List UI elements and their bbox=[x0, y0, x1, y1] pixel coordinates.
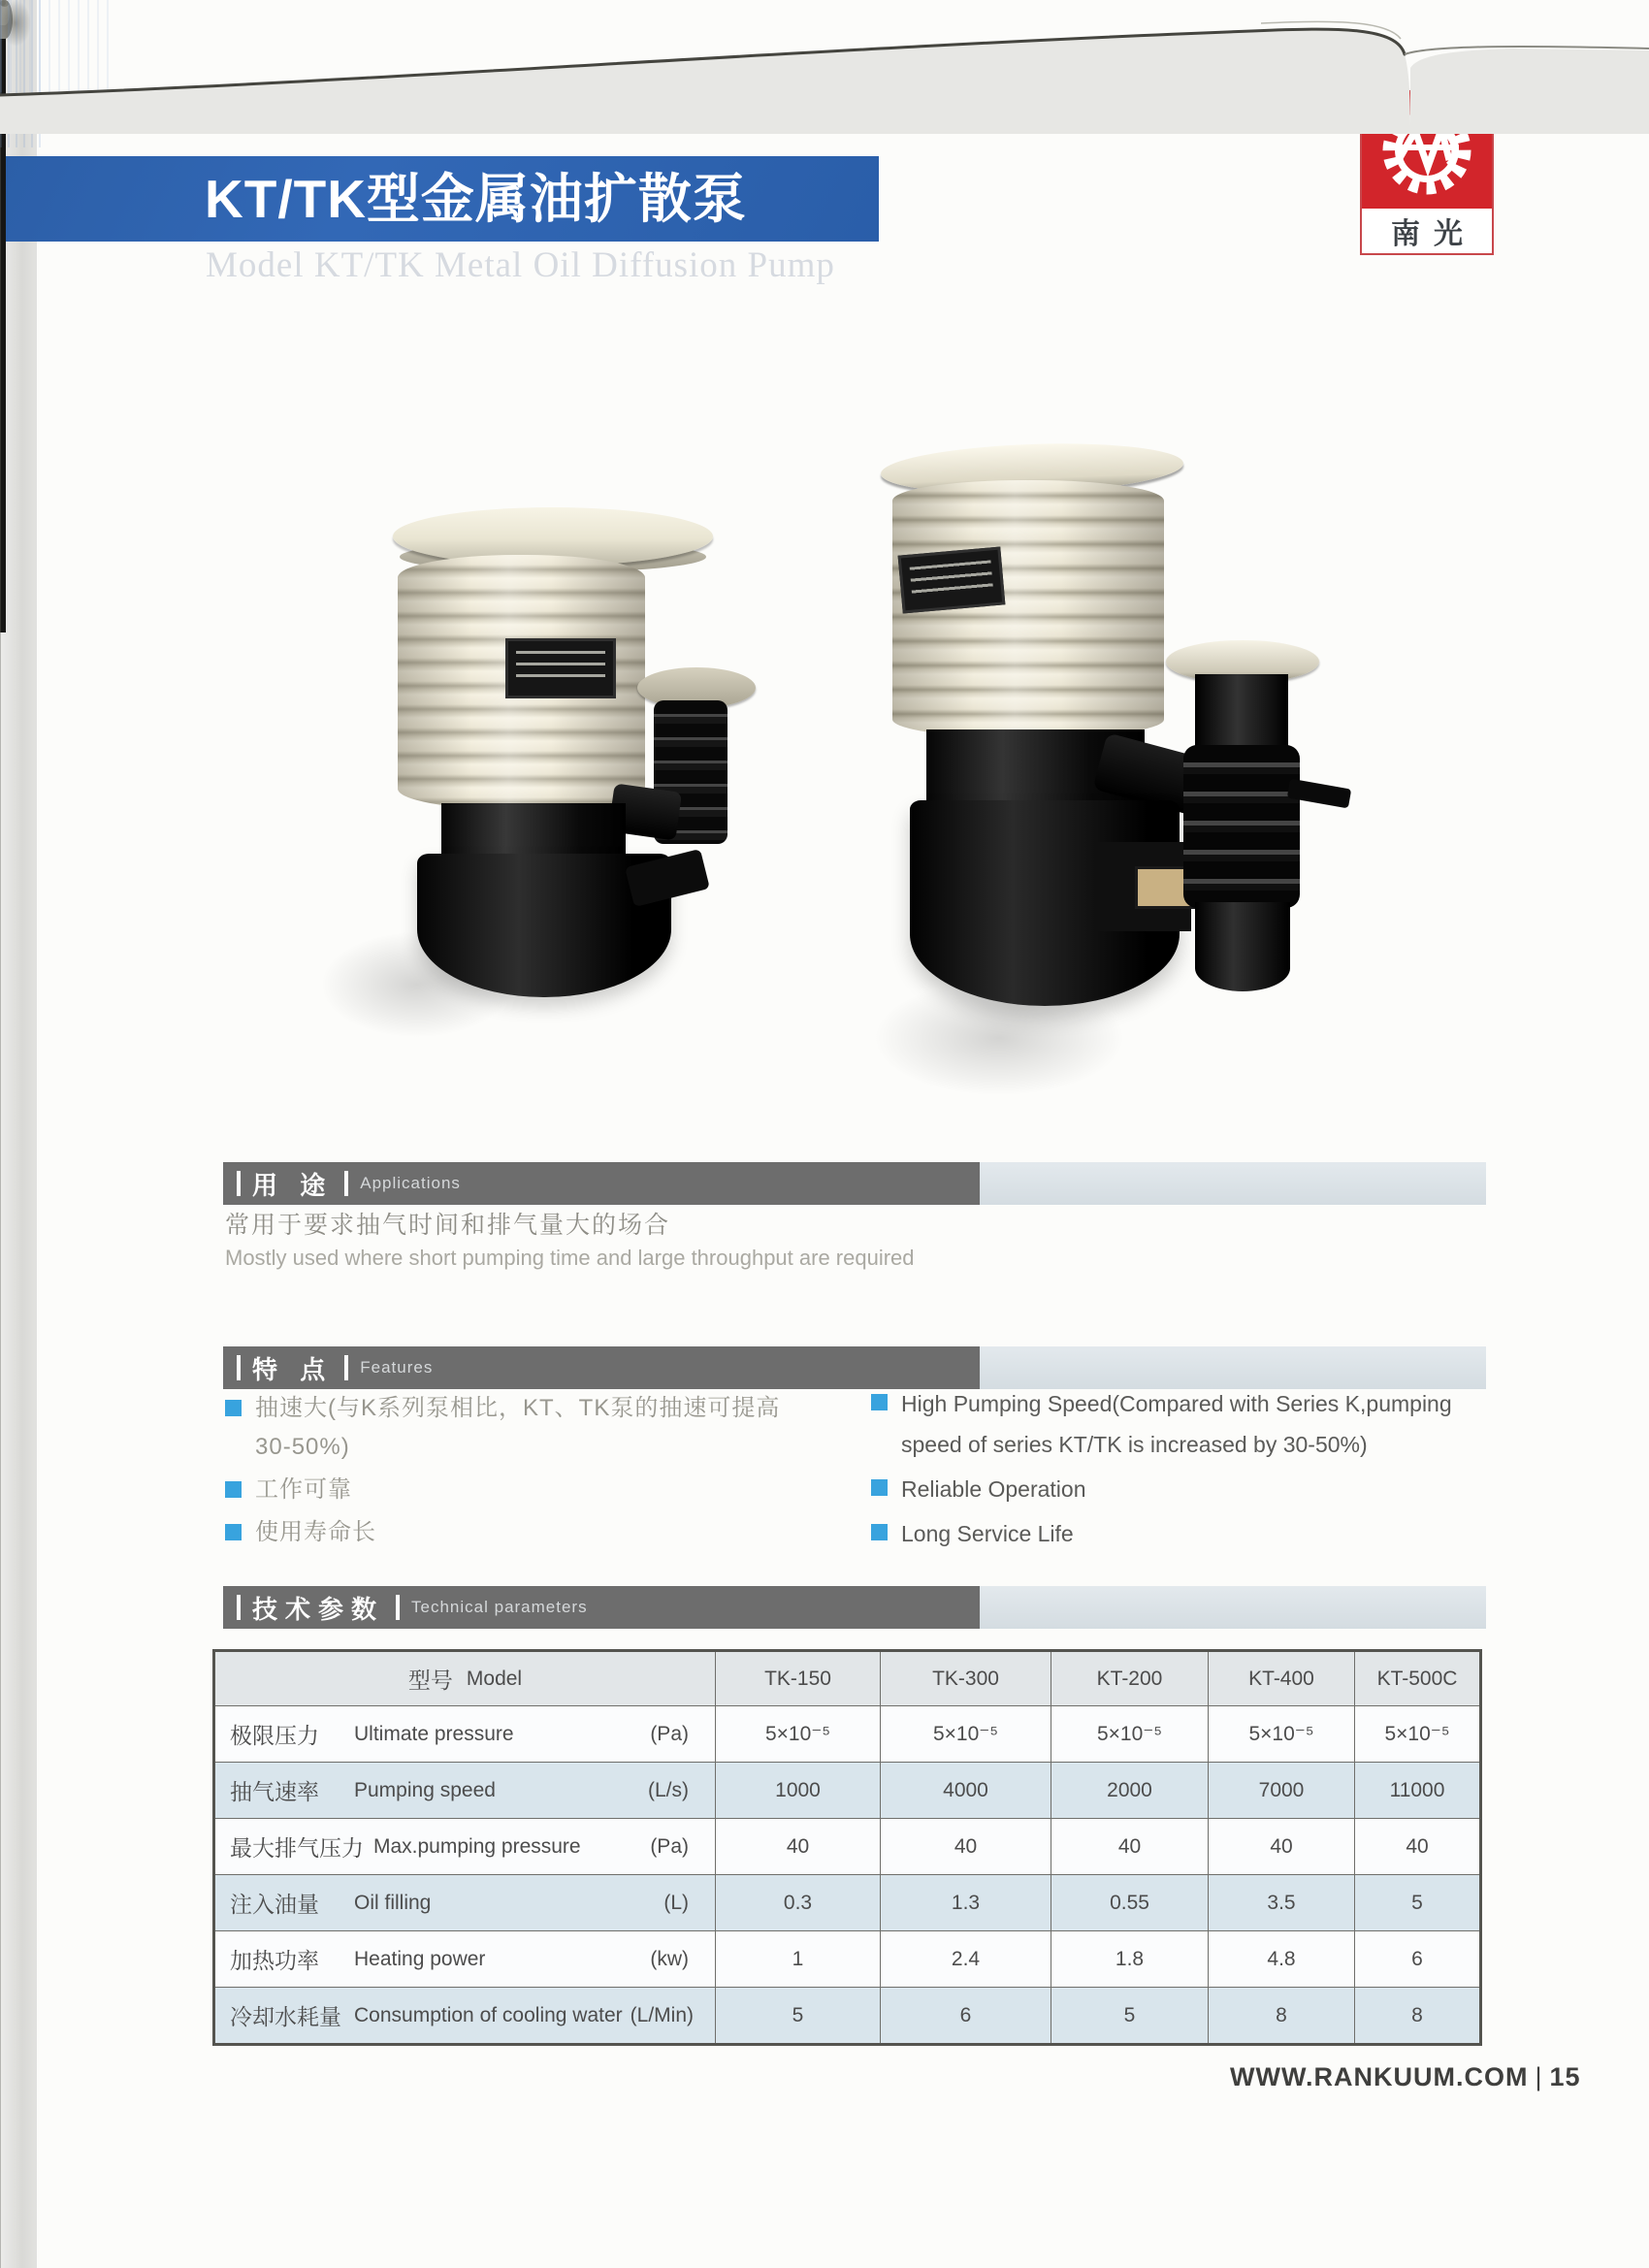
value-cell: 5 bbox=[1051, 1988, 1209, 2045]
table-header-row bbox=[214, 1651, 1481, 1706]
bullet-square-icon bbox=[225, 1481, 242, 1498]
section-bar-applications bbox=[223, 1162, 1486, 1205]
feature-item: 使用寿命长 bbox=[225, 1513, 797, 1552]
model-column-header: KT-200 bbox=[1051, 1651, 1209, 1706]
model-column-header: TK-150 bbox=[716, 1651, 881, 1706]
table-row bbox=[214, 1931, 1481, 1988]
scan-page-bottom-edge bbox=[0, 0, 1649, 134]
pump-side-baffle bbox=[1183, 745, 1300, 908]
value-cell: 4000 bbox=[881, 1763, 1051, 1819]
bullet-square-icon bbox=[225, 1524, 242, 1540]
feature-item: High Pumping Speed(Compared with Series K,pumping speed of series KT/TK is increased by 30-50%) bbox=[871, 1383, 1502, 1465]
pump-base-throat bbox=[441, 803, 626, 861]
pump-nameplate bbox=[505, 638, 616, 698]
section-title-en: Applications bbox=[360, 1174, 461, 1192]
model-header-cell: 型号 Model bbox=[214, 1651, 716, 1706]
value-cell: 5×10⁻⁵ bbox=[881, 1706, 1051, 1763]
section-bar-dark bbox=[223, 1162, 980, 1205]
spec-table bbox=[212, 1649, 1482, 2046]
table-row bbox=[214, 1763, 1481, 1819]
footer-separator: | bbox=[1535, 2062, 1543, 2091]
feature-item: 工作可靠 bbox=[225, 1471, 797, 1509]
bullet-square-icon bbox=[871, 1479, 888, 1496]
section-bar-light bbox=[980, 1162, 1486, 1205]
row-label-cell: 注入油量 Oil filling (L) bbox=[214, 1875, 716, 1931]
footer-page-number: 15 bbox=[1549, 2062, 1581, 2091]
bullet-square-icon bbox=[871, 1394, 888, 1410]
section-title-en: Features bbox=[360, 1358, 434, 1377]
table-row bbox=[214, 1875, 1481, 1931]
value-cell: 5×10⁻⁵ bbox=[1209, 1706, 1355, 1763]
value-cell: 40 bbox=[1209, 1819, 1355, 1875]
table-row bbox=[214, 1988, 1481, 2045]
value-cell: 2.4 bbox=[881, 1931, 1051, 1988]
value-cell: 7000 bbox=[1209, 1763, 1355, 1819]
product-photo-large-diffusion-pump bbox=[854, 427, 855, 428]
value-cell: 40 bbox=[881, 1819, 1051, 1875]
table-row bbox=[214, 1819, 1481, 1875]
row-label-cell: 极限压力 Ultimate pressure (Pa) bbox=[214, 1706, 716, 1763]
value-cell: 11000 bbox=[1355, 1763, 1481, 1819]
model-column-header: TK-300 bbox=[881, 1651, 1051, 1706]
value-cell: 4.8 bbox=[1209, 1931, 1355, 1988]
pump-nameplate bbox=[898, 546, 1006, 613]
footer bbox=[1230, 2062, 1581, 2092]
section-bar-dark bbox=[223, 1346, 980, 1389]
tick-divider bbox=[344, 1355, 348, 1380]
section-bar-tech-parameters bbox=[223, 1586, 1486, 1629]
value-cell: 40 bbox=[1355, 1819, 1481, 1875]
tick-divider bbox=[237, 1171, 241, 1196]
value-cell: 40 bbox=[716, 1819, 881, 1875]
footer-website: WWW.RANKUUM.COM bbox=[1230, 2062, 1529, 2091]
value-cell: 8 bbox=[1209, 1988, 1355, 2045]
value-cell: 0.3 bbox=[716, 1875, 881, 1931]
page-title: KT/TK型金属油扩散泵 bbox=[205, 169, 747, 229]
pump-side-lower-cylinder bbox=[1195, 902, 1290, 991]
applications-text-en: Mostly used where short pumping time and large throughput are required bbox=[225, 1246, 915, 1270]
applications-text-zh: 常用于要求抽气时间和排气量大的场合 bbox=[225, 1212, 671, 1239]
value-cell: 40 bbox=[1051, 1819, 1209, 1875]
value-cell: 1000 bbox=[716, 1763, 881, 1819]
section-title-zh: 用 途 bbox=[252, 1170, 334, 1200]
product-photo-small-diffusion-pump bbox=[369, 504, 370, 505]
value-cell: 1.3 bbox=[881, 1875, 1051, 1931]
value-cell: 5×10⁻⁵ bbox=[1051, 1706, 1209, 1763]
value-cell: 5×10⁻⁵ bbox=[1355, 1706, 1481, 1763]
row-label-cell: 最大排气压力 Max.pumping pressure (Pa) bbox=[214, 1819, 716, 1875]
features-list-en bbox=[871, 1383, 1502, 1558]
row-label-cell: 抽气速率 Pumping speed (L/s) bbox=[214, 1763, 716, 1819]
tick-divider bbox=[237, 1595, 241, 1620]
section-title-en: Technical parameters bbox=[411, 1598, 588, 1616]
value-cell: 2000 bbox=[1051, 1763, 1209, 1819]
feature-item: Reliable Operation bbox=[871, 1469, 1502, 1509]
row-label-cell: 冷却水耗量 Consumption of cooling water (L/Min) bbox=[214, 1988, 716, 2045]
tick-divider bbox=[396, 1595, 400, 1620]
features-list-zh bbox=[225, 1389, 797, 1556]
page-title-banner bbox=[6, 156, 879, 242]
value-cell: 3.5 bbox=[1209, 1875, 1355, 1931]
value-cell: 6 bbox=[881, 1988, 1051, 2045]
value-cell: 0.55 bbox=[1051, 1875, 1209, 1931]
value-cell: 5 bbox=[716, 1988, 881, 2045]
scan-edge-right-band bbox=[0, 0, 37, 2268]
section-bar-dark bbox=[223, 1586, 980, 1629]
table-row bbox=[214, 1706, 1481, 1763]
bullet-square-icon bbox=[225, 1400, 242, 1416]
value-cell: 5×10⁻⁵ bbox=[716, 1706, 881, 1763]
section-bar-light bbox=[980, 1586, 1486, 1629]
section-title-zh: 特 点 bbox=[252, 1354, 334, 1384]
value-cell: 1.8 bbox=[1051, 1931, 1209, 1988]
page-subtitle: Model KT/TK Metal Oil Diffusion Pump bbox=[206, 245, 835, 285]
model-column-header: KT-500C bbox=[1355, 1651, 1481, 1706]
tick-divider bbox=[344, 1171, 348, 1196]
value-cell: 8 bbox=[1355, 1988, 1481, 2045]
section-title-zh: 技术参数 bbox=[252, 1594, 385, 1624]
bullet-square-icon bbox=[871, 1524, 888, 1540]
value-cell: 5 bbox=[1355, 1875, 1481, 1931]
brand-name: 南光 bbox=[1391, 218, 1476, 250]
feature-item: 抽速大(与K系列泵相比，KT、TK泵的抽速可提高30-50%) bbox=[225, 1389, 797, 1467]
value-cell: 6 bbox=[1355, 1931, 1481, 1988]
model-column-header: KT-400 bbox=[1209, 1651, 1355, 1706]
feature-item: Long Service Life bbox=[871, 1513, 1502, 1554]
tick-divider bbox=[237, 1355, 241, 1380]
row-label-cell: 加热功率 Heating power (kw) bbox=[214, 1931, 716, 1988]
pump-side-neck bbox=[1195, 674, 1288, 752]
value-cell: 1 bbox=[716, 1931, 881, 1988]
